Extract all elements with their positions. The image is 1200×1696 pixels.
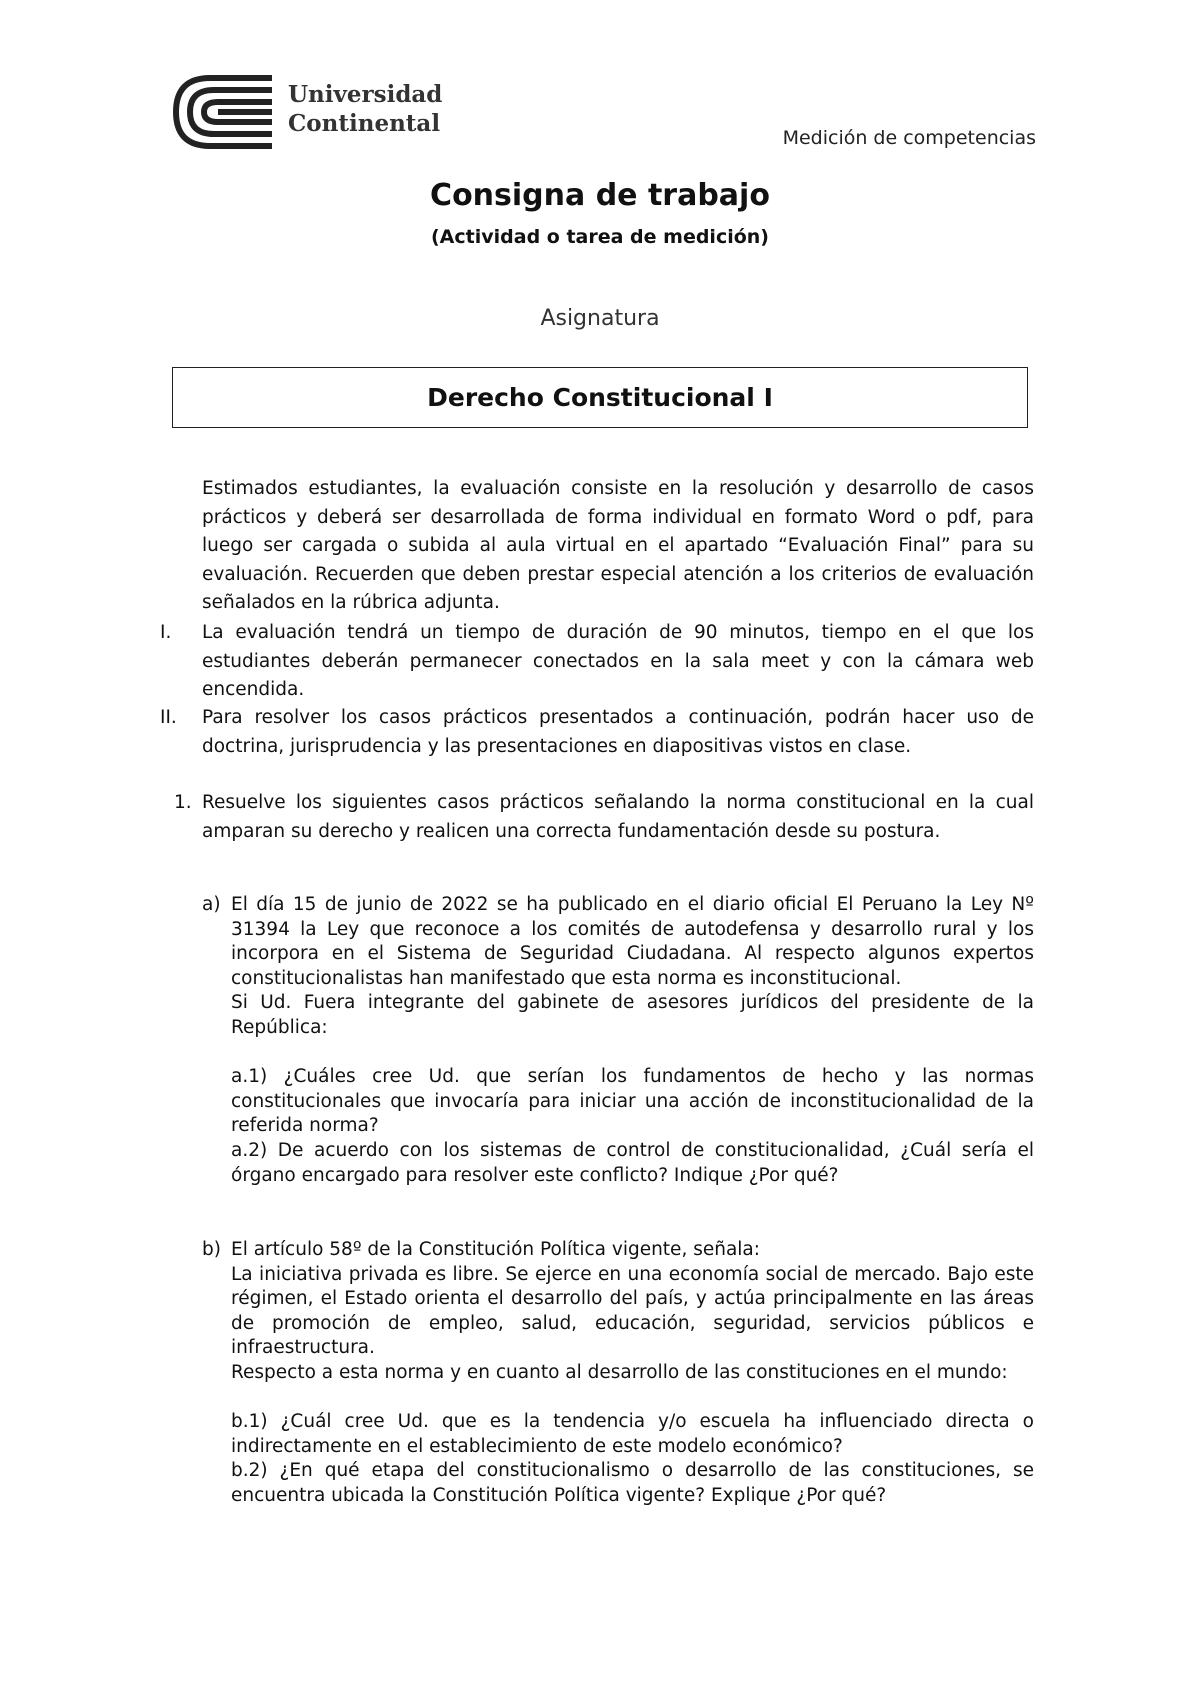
task-text: Resuelve los siguientes casos prácticos señalando la norma constitucional en la cual amparan su derecho y realicen una correcta fundamentación desde su postura.: [202, 792, 1034, 842]
instruction-text: La evaluación tendrá un tiempo de duración de 90 minutos, tiempo en el que los estudiantes deberán permanecer conectados en la sala meet y con la cámara web encendida.: [202, 622, 1034, 700]
logo-line-2: Continental: [288, 110, 441, 137]
page-title: Consigna de trabajo: [430, 178, 770, 213]
instruction-text: Para resolver los casos prácticos presentados a continuación, podrán hacer uso de doctrina, jurisprudencia y las presentaciones en diapositivas vistos en clase.: [202, 707, 1034, 757]
case-marker: b): [202, 1239, 221, 1260]
course-name: Derecho Constitucional I: [427, 383, 773, 412]
case-question: a.1) ¿Cuáles cree Ud. que serían los fundamentos de hecho y las normas constitucionales que invocaría para iniciar una acción de inconstitucionalidad de la referida norma?: [231, 1066, 1034, 1137]
case-marker: a): [202, 894, 221, 915]
case-question: b.2) ¿En qué etapa del constitucionalismo o desarrollo de las constituciones, se encuentra ubicada la Constitución Política vigente? Explique ¿Por qué?: [231, 1460, 1034, 1506]
document-type: Medición de competencias: [782, 127, 1036, 149]
logo-wordmark: [288, 80, 442, 138]
page-subtitle: (Actividad o tarea de medición): [431, 226, 769, 248]
case-quote: La iniciativa privada es libre. Se ejerce en una economía social de mercado. Bajo este régimen, el Estado orienta el desarrollo del país, y actúa principalmente en las áreas de promoción de empleo, salud, educación, seguridad, servicios públicos e infraestructura.: [231, 1263, 1034, 1359]
case-question: b.1) ¿Cuál cree Ud. que es la tendencia y/o escuela ha influenciado directa o indirectamente en el establecimiento de este modelo económico?: [231, 1411, 1034, 1457]
instruction-marker: II.: [160, 707, 177, 728]
case-statement: El día 15 de junio de 2022 se ha publicado en el diario oficial El Peruano la Ley Nº 31394 la Ley que reconoce a los comités de autodefensa y desarrollo rural y los incorpora en el Sistema de Seguridad Ciudadana. Al respecto algunos expertos constitucionalistas han manifestado que esta norma es inconstitucional.: [231, 894, 1034, 989]
task-item: [174, 789, 1034, 846]
case-context: Respecto a esta norma y en cuanto al desarrollo de las constituciones en el mundo:: [231, 1361, 1008, 1383]
logo-line-1: Universidad: [288, 81, 443, 108]
instruction-marker: I.: [160, 622, 172, 643]
case-context: Si Ud. Fuera integrante del gabinete de asesores jurídicos del presidente de la República:: [231, 992, 1034, 1038]
task-marker: 1.: [174, 792, 192, 813]
subject-label: Asignatura: [540, 306, 660, 331]
case-b: [202, 1238, 1034, 1509]
case-statement: El artículo 58º de la Constitución Política vigente, señala:: [231, 1239, 760, 1260]
instruction-item: [160, 704, 1034, 761]
case-question: a.2) De acuerdo con los sistemas de control de constitucionalidad, ¿Cuál sería el órgano encargado para resolver este conflicto? Indique ¿Por qué?: [231, 1139, 1034, 1186]
case-a: [202, 893, 1034, 1188]
intro-paragraph: Estimados estudiantes, la evaluación consiste en la resolución y desarrollo de casos prácticos y deberá ser desarrollada de forma individual en formato Word o pdf, para luego ser cargada o subida al aula virtual en el apartado “Evaluación Final” para su evaluación. Recuerden que deben prestar especial atención a los criterios de evaluación señalados en la rúbrica adjunta.: [202, 478, 1034, 613]
instruction-item: [160, 619, 1034, 705]
course-name-box: [172, 367, 1028, 428]
